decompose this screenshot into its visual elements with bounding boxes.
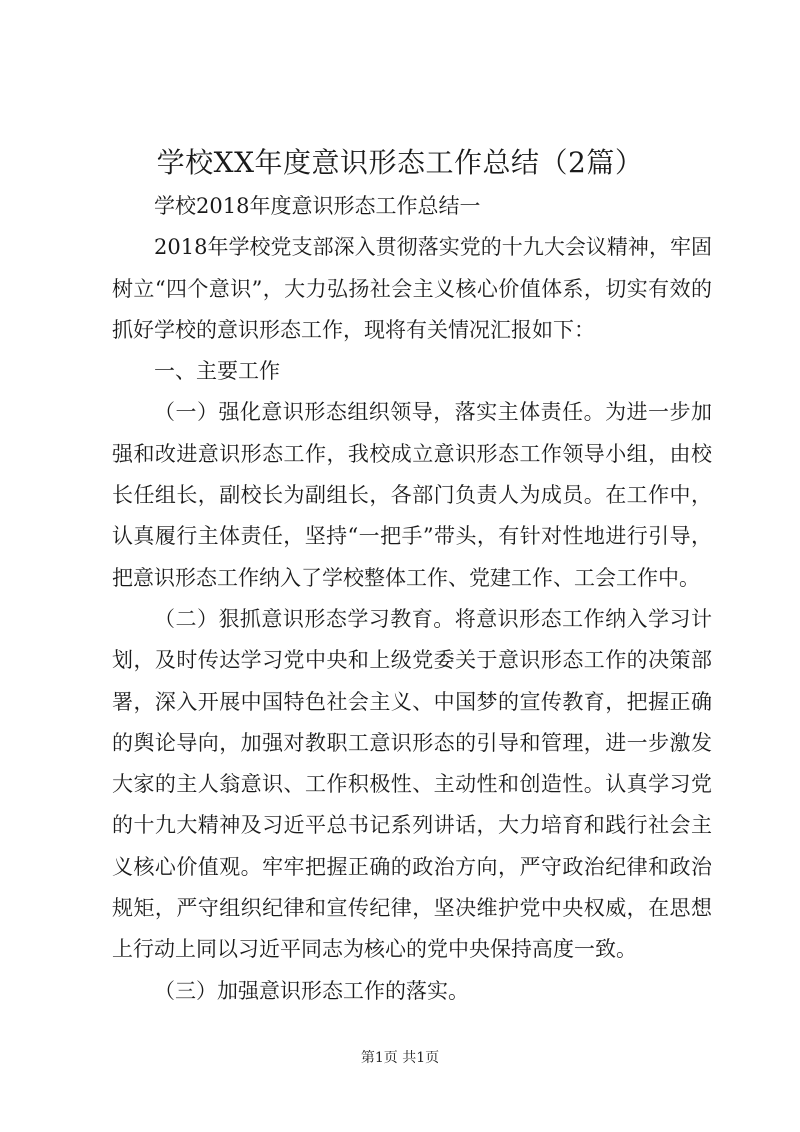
item-three-paragraph: （三）加强意识形态工作的落实。 bbox=[154, 978, 469, 1003]
page-footer: 第1页 共1页 bbox=[360, 1050, 440, 1066]
section-heading: 一、主要工作 bbox=[154, 359, 280, 384]
item-one-paragraph: （一）强化意识形态组织领导，落实主体责任。为进一步加强和改进意识形态工作，我校成立意识形态工作领导小组，由校长任组长，副校长为副组长，各部门负责人为成员。在工作中，认真履行主体责任，坚持“一把手”带头，有针对性地进行引导，把意识形态工作纳入了学校整体工作、党建工作、工会工作中。 bbox=[112, 400, 712, 590]
document-title: 学校XX年度意识形态工作总结（2篇） bbox=[156, 146, 644, 179]
document-body bbox=[112, 186, 712, 1012]
intro-paragraph: 2018年学校党支部深入贯彻落实党的十九大会议精神，牢固树立“四个意识”，大力弘扬社会主义核心价值体系，切实有效的抓好学校的意识形态工作，现将有关情况汇报如下： bbox=[112, 235, 712, 342]
item-two-paragraph: （二）狠抓意识形态学习教育。将意识形态工作纳入学习计划，及时传达学习党中央和上级党委关于意识形态工作的决策部署，深入开展中国特色社会主义、中国梦的宣传教育，把握正确的舆论导向，加强对教职工意识形态的引导和管理，进一步激发大家的主人翁意识、工作积极性、主动性和创造性。认真学习党的十九大精神及习近平总书记系列讲话，大力培育和践行社会主义核心价值观。牢牢把握正确的政治方向，严守政治纪律和政治规矩，严守组织纪律和宣传纪律，坚决维护党中央权威，在思想上行动上同以习近平同志为核心的党中央保持高度一致。 bbox=[112, 606, 712, 962]
subtitle-paragraph: 学校2018年度意识形态工作总结一 bbox=[154, 194, 481, 218]
